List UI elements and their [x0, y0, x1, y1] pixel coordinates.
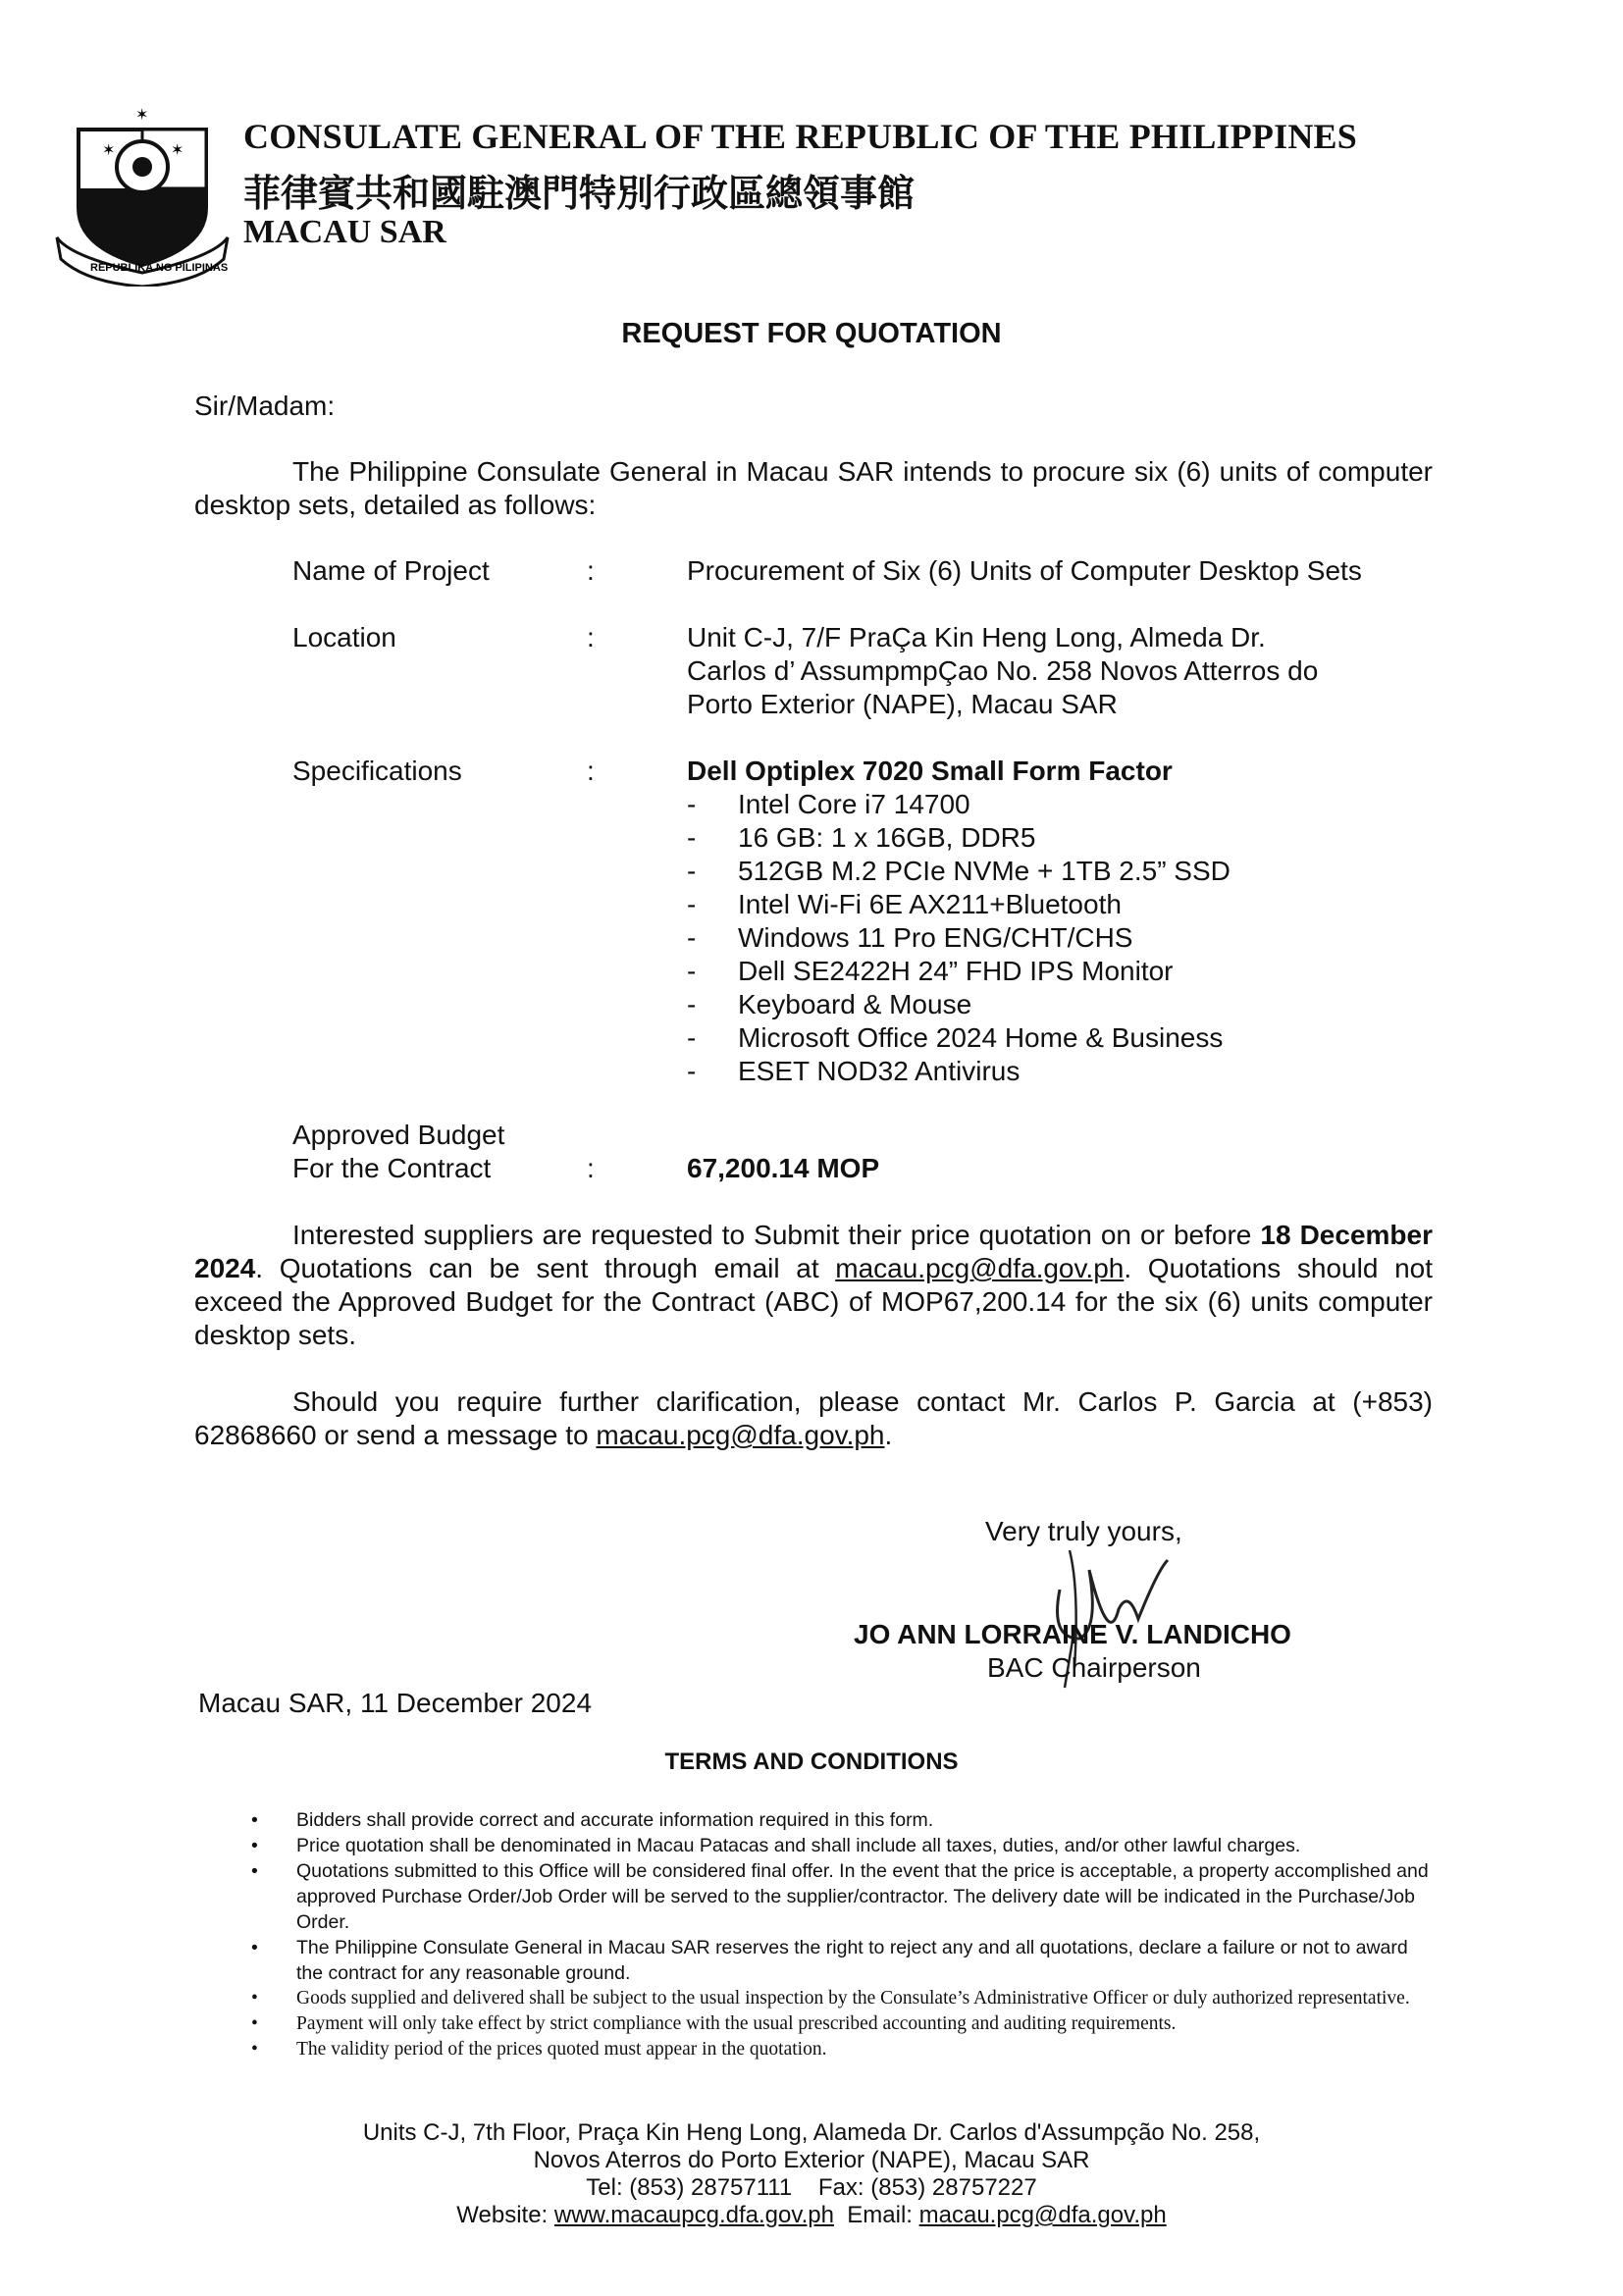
colon: :	[587, 622, 595, 652]
submission-paragraph: Interested suppliers are requested to Submit their price quotation on or before 18 December 2024. Quotations can be sent through email at macau.pcg@dfa.gov.ph. Quotations should not exceed the Approved Budget for the Contract (ABC) of MOP67,200.14 for the six (6) units computer desktop sets.	[194, 1220, 1433, 1350]
svg-text:✶: ✶	[135, 105, 149, 124]
dash: -	[687, 856, 697, 886]
colon: :	[587, 1153, 595, 1183]
intro-paragraph: The Philippine Consulate General in Macau SAR intends to procure six (6) units of computer desktop sets, detailed as follows:	[194, 456, 1433, 520]
dash: -	[687, 822, 697, 853]
spec-item: - Intel Core i7 14700	[687, 789, 970, 819]
email-link[interactable]: macau.pcg@dfa.gov.ph	[835, 1253, 1125, 1283]
spec-title: Dell Optiplex 7020 Small Form Factor	[687, 756, 1173, 786]
spec-item: - 16 GB: 1 x 16GB, DDR5	[687, 822, 1036, 853]
email-link[interactable]: macau.pcg@dfa.gov.ph	[918, 2202, 1167, 2228]
spec-item: - Dell SE2422H 24” FHD IPS Monitor	[687, 956, 1174, 986]
terms-title: TERMS AND CONDITIONS	[664, 1748, 959, 1775]
terms-list	[251, 1807, 1439, 2062]
salutation: Sir/Madam:	[194, 391, 336, 421]
dash: -	[687, 1022, 697, 1053]
footer-address-1: Units C-J, 7th Floor, Praça Kin Heng Long, Alameda Dr. Carlos d'Assumpção No. 258,	[362, 2119, 1261, 2146]
colon: :	[587, 555, 595, 586]
location-value	[687, 621, 1318, 721]
location-line: Porto Exterior (NAPE), Macau SAR	[687, 689, 1118, 719]
footer-phone: Tel: (853) 28757111 Fax: (853) 28757227	[586, 2174, 1037, 2201]
spec-item: - Microsoft Office 2024 Home & Business	[687, 1022, 1224, 1053]
spec-item: - 512GB M.2 PCIe NVMe + 1TB 2.5” SSD	[687, 856, 1230, 886]
budget-label: Approved Budget For the Contract	[292, 1120, 505, 1183]
spec-block	[687, 755, 1230, 1088]
contact-paragraph: Should you require further clarification, please contact Mr. Carlos P. Garcia at (+853) 62868660 or send a message to macau.pcg@dfa.gov.ph.	[194, 1386, 1433, 1450]
term-item: • Price quotation shall be denominated in Macau Patacas and shall include all taxes, duties, and/or other lawful charges.	[251, 1835, 1301, 1856]
term-item: • Bidders shall provide correct and accurate information required in this form.	[251, 1809, 934, 1831]
term-item: • Payment will only take effect by strict compliance with the usual prescribed accounting and auditing requirements.	[251, 2013, 1177, 2034]
colon: :	[587, 756, 595, 786]
location-label: Location	[292, 622, 396, 652]
dash: -	[687, 956, 697, 986]
budget-value: 67,200.14 MOP	[687, 1153, 880, 1183]
email-link[interactable]: macau.pcg@dfa.gov.ph	[596, 1420, 885, 1450]
spec-item: - Keyboard & Mouse	[687, 989, 972, 1019]
dash: -	[687, 889, 697, 919]
term-item: • The Philippine Consulate General in Macau SAR reserves the right to reject any and all quotations, declare a failure or not to award the contract for any reasonable ground.	[251, 1937, 1408, 1984]
seal-text: REPUBLIKA NG PILIPINAS	[90, 262, 229, 274]
philippine-seal-icon	[51, 90, 234, 287]
org-city: MACAU SAR	[243, 214, 446, 250]
website-link[interactable]: www.macaupcg.dfa.gov.ph	[553, 2202, 834, 2228]
dash: -	[687, 1056, 697, 1086]
spec-item: - ESET NOD32 Antivirus	[687, 1056, 1021, 1086]
place-date: Macau SAR, 11 December 2024	[198, 1688, 593, 1718]
closing: Very truly yours,	[985, 1516, 1182, 1546]
org-name-zh: 菲律賓共和國駐澳門特別行政區總領事館	[243, 174, 916, 215]
spec-item: - Windows 11 Pro ENG/CHT/CHS	[687, 922, 1133, 953]
term-item: • The validity period of the prices quoted must appear in the quotation.	[251, 2039, 827, 2060]
footer-links: Website: www.macaupcg.dfa.gov.ph Email: macau.pcg@dfa.gov.ph	[456, 2202, 1167, 2228]
svg-text:✶: ✶	[171, 140, 184, 159]
footer	[0, 2119, 1623, 2229]
page-title: REQUEST FOR QUOTATION	[621, 318, 1002, 349]
signer-name: JO ANN LORRAINE V. LANDICHO	[854, 1619, 1291, 1649]
term-item: • Goods supplied and delivered shall be subject to the usual inspection by the Consulate’s Administrative Officer or duly authorized representative.	[251, 1988, 1410, 2009]
project-label: Name of Project	[292, 555, 490, 586]
dash: -	[687, 922, 697, 953]
term-item: • Quotations submitted to this Office will be considered final offer. In the event that the price is acceptable, a property accomplished and approved Purchase Order/Job Order will be served to the supplier/contractor. The delivery date will be indicated in the Purchase/Job Order.	[251, 1860, 1429, 1933]
location-line: Unit C-J, 7/F PraÇa Kin Heng Long, Almeda Dr.	[687, 622, 1266, 652]
spec-item: - Intel Wi-Fi 6E AX211+Bluetooth	[687, 889, 1122, 919]
dash: -	[687, 989, 697, 1019]
dash: -	[687, 789, 697, 819]
spec-label: Specifications	[292, 756, 462, 786]
deadline-date: 18 December 2024	[194, 1220, 1433, 1283]
spec-list	[687, 788, 1230, 1088]
location-line: Carlos d’ AssumpmpÇao No. 258 Novos Atterros do	[687, 655, 1319, 686]
signer-position: BAC Chairperson	[987, 1652, 1201, 1683]
footer-address-2: Novos Aterros do Porto Exterior (NAPE), Macau SAR	[533, 2147, 1090, 2173]
svg-text:✶: ✶	[102, 140, 116, 159]
project-value: Procurement of Six (6) Units of Computer Desktop Sets	[687, 555, 1362, 586]
org-name-en: CONSULATE GENERAL OF THE REPUBLIC OF THE PHILIPPINES	[243, 117, 1357, 156]
